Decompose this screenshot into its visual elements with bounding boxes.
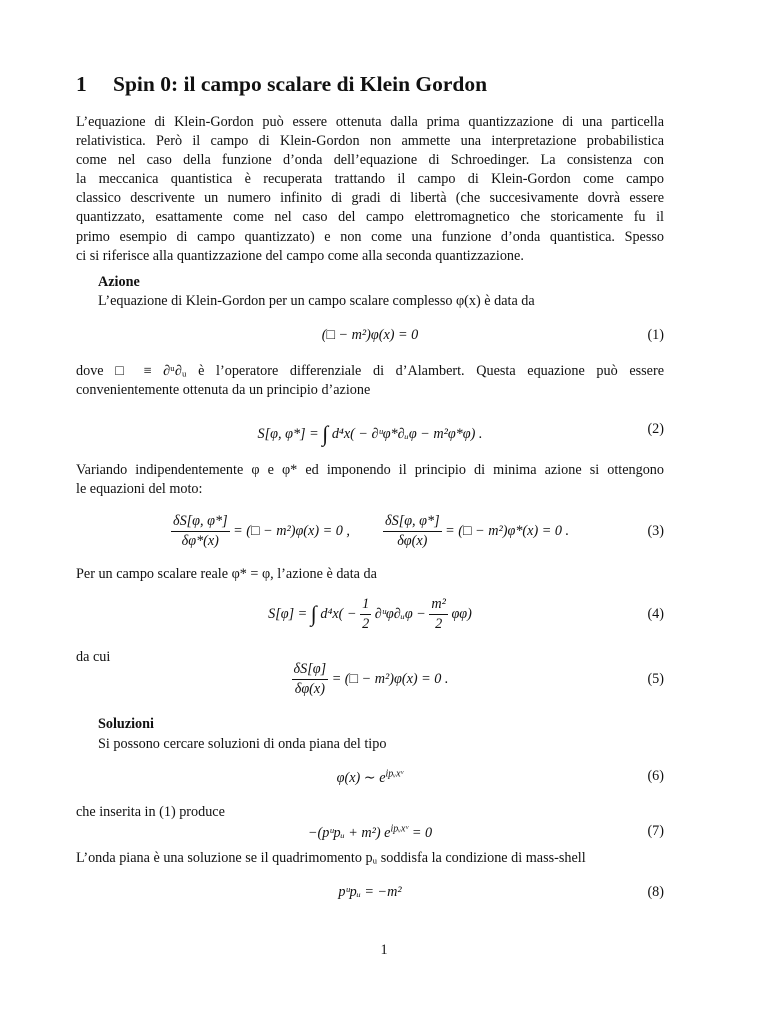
intro-line: relativistica. Però il campo di Klein-Gordon non ammette una interpretazione probabilistica <box>76 133 664 150</box>
intro-line: classico descrivente un numero infinito di gradi di libertà (che succesivamente dovrà essere <box>76 190 664 207</box>
azione-paragraph-4: Per un campo scalare reale φ* = φ, l’azione è data da <box>76 566 377 582</box>
soluzioni-paragraph-2: che inserita in (1) produce <box>76 804 225 820</box>
equation-2 <box>76 421 664 447</box>
equation-6 <box>76 768 664 787</box>
equation-5-expression: $\frac{\delta S[\varphi]}{\delta\varphi(x)}$ = (□ − m²)φ(x) = 0 . <box>293 661 449 697</box>
section-number: 1 <box>76 72 87 96</box>
azione-paragraph-3: Variando indipendentemente φ e φ* ed imponendo il principio di minima azione si ottengono le equazioni del moto: <box>76 462 664 498</box>
intro-line: la meccanica quantistica è recuperata trattando il campo di Klein-Gordon come campo <box>76 171 664 188</box>
equation-4 <box>76 596 664 633</box>
equation-1 <box>76 327 664 344</box>
equation-1-number: (1) <box>647 327 664 343</box>
azione-paragraph-2: dove □ ≡ ∂ᵘ∂ᵤ è l’operatore differenziale di d’Alambert. Questa equazione può essere convenientemente ottenuta da un principio d’azione <box>76 363 664 399</box>
equation-3-number: (3) <box>647 523 664 539</box>
equation-7 <box>76 823 664 842</box>
subsection-heading-azione: Azione <box>98 274 140 290</box>
equation-8-expression: pᵘpᵤ = −m² <box>338 884 402 900</box>
equation-2-expression: S[φ, φ*] = ∫ d⁴x( − ∂ᵘφ*∂ᵤφ − m²φ*φ) . <box>257 421 483 446</box>
equation-3-expression: $\frac{\delta S[\varphi, \varphi*]}{\delta\varphi*(x)}$ = (□ − m²)φ(x) = 0 , $\frac{\delta S[\varphi, \varphi*]}{\delta\varphi(x)}$ = (□ − m²)φ*(x) = 0 . <box>172 513 570 549</box>
equation-6-expression: φ(x) ∼ $e^{ipᵥxᵛ}$ <box>336 768 404 786</box>
azione-intro: L’equazione di Klein-Gordon per un campo scalare complesso φ(x) è data da <box>98 293 535 309</box>
equation-1-expression: (□ − m²)φ(x) = 0 <box>321 327 419 343</box>
equation-5-number: (5) <box>647 671 664 687</box>
equation-8 <box>76 884 664 901</box>
soluzioni-paragraph-3: L’onda piana è una soluzione se il quadrimomento pᵤ soddisfa la condizione di mass-shell <box>76 850 586 866</box>
equation-3 <box>76 513 664 550</box>
intro-paragraph <box>76 113 664 266</box>
integral-sign: ∫ <box>322 421 329 446</box>
equation-7-expression: −(pᵘpᵤ + m²) $e^{ipᵥxᵛ} = 0$ <box>307 823 433 841</box>
intro-line: ci si riferisce alla quantizzazione del campo come alla seconda quantizzazione. <box>76 247 524 264</box>
intro-line: come nel caso della funzione d’onda dell’equazione di Schroedinger. La consistenza con <box>76 152 664 169</box>
section-title-text: Spin 0: il campo scalare di Klein Gordon <box>113 72 488 96</box>
da-cui-text: da cui <box>76 649 111 665</box>
subsection-heading-soluzioni: Soluzioni <box>98 716 154 732</box>
intro-line: primo esempio di campo quantizzato) e non come una funzione d’onda quantistica. Spesso <box>76 228 664 245</box>
soluzioni-intro: Si possono cercare soluzioni di onda piana del tipo <box>98 736 387 752</box>
equation-4-expression: S[φ] = ∫ d⁴x( − $\frac{1}{2}$ ∂ᵘφ∂ᵤφ − $\frac{\text{m²}}{2}$ φφ) <box>268 596 472 632</box>
equation-2-number: (2) <box>647 421 664 437</box>
intro-line: quantizzato, esattamente come nel caso del campo elettromagnetico che storicamente fu il <box>76 209 664 226</box>
equation-4-number: (4) <box>647 606 664 622</box>
page-number: 1 <box>380 942 388 958</box>
section-heading <box>76 72 487 97</box>
equation-6-number: (6) <box>647 768 664 784</box>
equation-5 <box>76 661 664 698</box>
equation-7-number: (7) <box>647 823 664 839</box>
equation-8-number: (8) <box>647 884 664 900</box>
intro-line: L’equazione di Klein-Gordon può essere ottenuta dalla prima quantizzazione di una particella <box>76 114 664 130</box>
